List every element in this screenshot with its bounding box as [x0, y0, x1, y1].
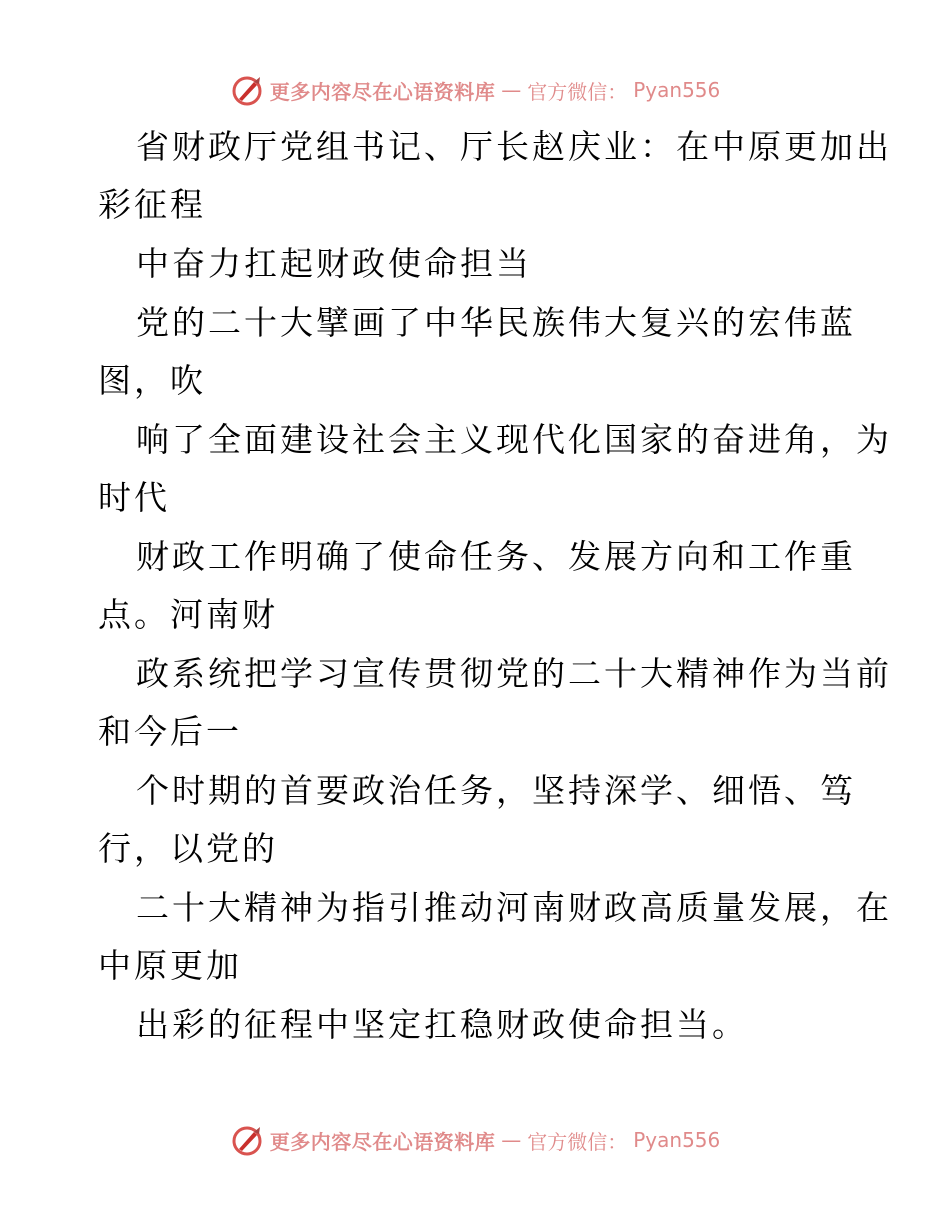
body-line: 响了全面建设社会主义现代化国家的奋进角，为	[136, 420, 892, 459]
body-line: 政系统把学习宣传贯彻党的二十大精神作为当前	[136, 654, 892, 693]
quill-pen-seal-icon	[230, 1123, 264, 1157]
body-line: 二十大精神为指引推动河南财政高质量发展，在	[136, 888, 892, 927]
body-line: 时代	[98, 478, 170, 517]
watermark-wechat-id: Pyan556	[633, 1128, 721, 1152]
footer-watermark	[0, 1120, 950, 1160]
body-line: 省财政厅党组书记、厅长赵庆业：在中原更加出	[136, 127, 892, 166]
header-watermark	[0, 70, 950, 110]
watermark-wechat-label: 官方微信：	[527, 1129, 628, 1154]
body-line: 个时期的首要政治任务，坚持深学、细悟、笃	[136, 771, 856, 810]
quill-pen-seal-icon	[230, 73, 264, 107]
body-line: 中奋力扛起财政使命担当	[136, 244, 532, 283]
watermark-separator: —	[501, 1128, 522, 1152]
watermark-text: 更多内容尽在心语资料库	[269, 79, 496, 104]
body-line: 财政工作明确了使命任务、发展方向和工作重	[136, 537, 856, 576]
body-line: 点。河南财	[98, 595, 278, 634]
watermark-separator: —	[501, 78, 522, 102]
watermark-wechat-label: 官方微信：	[527, 79, 628, 104]
body-line: 行，以党的	[98, 829, 278, 868]
body-line: 和今后一	[98, 712, 242, 751]
watermark-text: 更多内容尽在心语资料库	[269, 1129, 496, 1154]
body-line: 中原更加	[98, 946, 242, 985]
watermark-wechat-id: Pyan556	[633, 78, 721, 102]
body-line: 彩征程	[98, 185, 206, 224]
body-line: 出彩的征程中坚定扛稳财政使命担当。	[136, 1005, 748, 1044]
body-line: 党的二十大擘画了中华民族伟大复兴的宏伟蓝	[136, 303, 856, 342]
body-line: 图，吹	[98, 361, 206, 400]
